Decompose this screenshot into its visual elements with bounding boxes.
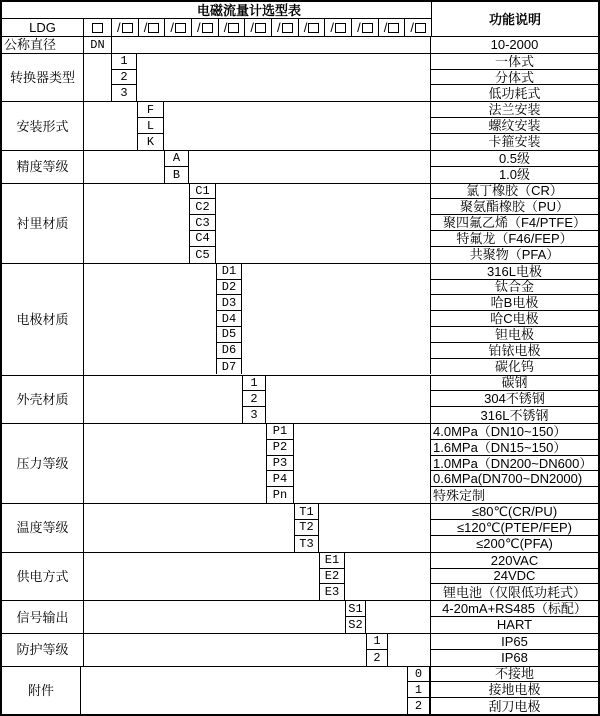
slot-slash: / [357,20,361,35]
option-row [84,617,598,633]
row-left-spacer [84,553,319,569]
option-row [84,553,598,569]
slot-slash: / [197,20,201,35]
option-row [84,504,598,520]
option-desc-cell: 304不锈钢 [430,391,598,407]
option-code-cell: C1 [189,184,216,200]
row-left-spacer [84,118,137,134]
row-left-spacer [81,667,407,683]
slot-slash: / [303,20,308,35]
empty-code-box-icon [362,23,373,33]
empty-code-box-icon [255,23,266,33]
row-left-spacer [84,102,137,118]
row-left-spacer [84,650,366,666]
page-title: 电磁流量计选型表 [196,2,301,18]
option-row [84,199,598,215]
code-slot [244,19,271,36]
option-code-cell: P3 [266,456,294,472]
slot-slash: / [410,20,415,35]
option-row [84,184,598,200]
selection-group-row [2,375,598,424]
option-desc-cell: 铂铱电极 [430,343,598,359]
option-code-cell: D2 [216,280,242,296]
option-desc-cell: 316L电极 [430,264,598,280]
option-desc-cell: 特氟龙（F46/FEP） [430,231,598,247]
option-row [84,634,598,650]
option-row [84,584,598,600]
row-right-spacer [388,650,430,666]
option-row [84,280,598,296]
selection-group-row [2,503,598,552]
option-row [84,343,598,359]
option-code-cell: 1 [366,634,388,650]
option-row [81,682,598,698]
row-left-spacer [84,520,294,536]
code-slot [351,19,378,36]
option-row [84,167,598,183]
slot-slash: / [383,20,388,35]
group-options [84,504,598,552]
option-code-cell: E3 [319,584,345,600]
row-right-spacer [345,584,430,600]
option-row [84,327,598,343]
option-desc-cell: 接地电极 [430,682,598,698]
option-row [84,440,598,456]
option-desc-cell: IP68 [430,650,598,666]
row-right-spacer [319,520,430,536]
option-row [84,311,598,327]
row-left-spacer [84,634,366,650]
option-row [84,134,598,150]
option-code-cell: Pn [266,487,294,503]
group-options [84,601,598,633]
option-code-cell: B [164,167,189,183]
option-code-cell: S2 [345,617,366,633]
row-right-spacer [294,487,430,503]
option-desc-cell: 钽电极 [430,327,598,343]
row-left-spacer [84,504,294,520]
row-right-spacer [294,440,430,456]
option-code-cell: 1 [242,376,266,392]
selection-group-row [2,633,598,666]
row-right-spacer [266,391,430,407]
empty-code-box-icon [388,23,399,33]
empty-code-box-icon [415,23,426,33]
option-desc-cell: 4-20mA+RS485（标配） [430,601,598,617]
row-right-spacer [366,601,430,617]
code-slot [218,19,245,36]
option-code-cell: E1 [319,553,345,569]
option-row [84,536,598,552]
group-label: 信号输出 [2,601,84,633]
row-left-spacer [84,327,216,343]
option-row [81,698,598,714]
option-desc-cell: 特殊定制 [430,487,598,503]
option-desc-cell: 钛合金 [430,280,598,296]
selection-group-row [2,600,598,633]
row-left-spacer [84,184,189,200]
empty-code-box-icon [202,23,213,33]
option-row [84,70,598,86]
row-right-spacer [242,359,430,375]
row-left-spacer [84,601,345,617]
option-desc-cell: ≤80℃(CR/PU) [430,504,598,520]
option-code-cell: 0 [407,667,430,683]
header-left-block [2,2,431,36]
row-right-spacer [242,327,430,343]
option-desc-cell: ≤120℃(PTEP/FEP) [430,520,598,536]
option-code-cell: L [137,118,164,134]
slot-slash: / [170,20,174,35]
selection-group-row [2,36,598,53]
code-slot [111,19,138,36]
option-code-cell: D3 [216,295,242,311]
row-right-spacer [189,151,430,167]
code-slot [191,19,218,36]
row-right-spacer [242,264,430,280]
group-label: 衬里材质 [2,184,84,263]
option-row [84,37,598,53]
option-code-cell: C5 [189,247,216,263]
option-desc-cell: 低功耗式 [430,85,598,101]
option-row [84,520,598,536]
row-right-spacer [242,280,430,296]
option-desc-cell: 共聚物（PFA） [430,247,598,263]
row-left-spacer [84,617,345,633]
slot-slash: / [250,20,254,35]
option-code-cell: P1 [266,424,294,440]
code-slot [138,19,165,36]
option-desc-cell: 1.6MPa（DN15~150） [430,440,598,456]
group-options [84,54,598,102]
option-row [84,601,598,617]
group-options [84,424,598,503]
row-left-spacer [84,215,189,231]
row-right-spacer [266,407,430,423]
slot-slash: / [330,20,335,35]
option-desc-cell: 锂电池（仅限低功耗式） [430,584,598,600]
option-code-cell: A [164,151,189,167]
selection-group-row [2,53,598,102]
option-desc-cell: 螺纹安装 [430,118,598,134]
option-desc-cell: 1.0级 [430,167,598,183]
group-label: 外壳材质 [2,376,84,424]
empty-code-box-icon [335,23,346,33]
slot-slash: / [223,20,228,35]
row-left-spacer [84,295,216,311]
code-slot [378,19,405,36]
group-label: 安装形式 [2,102,84,150]
option-desc-cell: 0.5级 [430,151,598,167]
option-code-cell: E2 [319,569,345,585]
group-label: 精度等级 [2,151,84,183]
option-code-cell: D6 [216,343,242,359]
option-row [84,151,598,167]
slot-slash: / [277,20,281,35]
selection-group-row [2,552,598,601]
option-code-cell: P2 [266,440,294,456]
option-row [84,456,598,472]
option-row [84,407,598,423]
option-desc-cell: 碳钢 [430,376,598,392]
group-label: 附件 [2,667,81,715]
row-right-spacer [216,184,430,200]
option-code-cell: P4 [266,471,294,487]
empty-code-box-icon [282,23,293,33]
model-code-row [2,18,431,36]
option-row [84,376,598,392]
option-row [84,264,598,280]
option-code-cell: 3 [242,407,266,423]
row-right-spacer [388,634,430,650]
row-left-spacer [84,247,189,263]
code-slot [298,19,325,36]
selection-group-row [2,263,598,375]
option-row [84,215,598,231]
option-desc-cell: 316L不锈钢 [430,407,598,423]
option-desc-cell: 哈B电极 [430,295,598,311]
option-code-cell: DN [84,37,112,53]
row-left-spacer [84,536,294,552]
option-row [84,102,598,118]
row-right-spacer [345,553,430,569]
option-row [84,231,598,247]
option-desc-cell: 10-2000 [430,37,598,53]
row-right-spacer [137,54,430,70]
option-row [84,54,598,70]
option-desc-cell: 0.6MPa(DN700~DN2000) [430,471,598,487]
row-left-spacer [84,167,164,183]
selection-group-row [2,183,598,263]
option-desc-cell: 卡箍安装 [430,134,598,150]
row-left-spacer [81,698,407,714]
row-left-spacer [84,440,266,456]
row-left-spacer [84,54,111,70]
option-row [84,359,598,375]
row-right-spacer [266,376,430,392]
row-left-spacer [84,359,216,375]
option-desc-cell: 1.0MPa（DN200~DN600） [430,456,598,472]
group-label: 防护等级 [2,634,84,666]
group-options [84,634,598,666]
group-options [84,151,598,183]
option-code-cell: C3 [189,215,216,231]
row-left-spacer [84,151,164,167]
row-right-spacer [242,343,430,359]
option-desc-cell: 24VDC [430,569,598,585]
option-desc-cell: 一体式 [430,54,598,70]
row-right-spacer [294,424,430,440]
empty-code-box-icon [175,23,186,33]
row-right-spacer [164,118,430,134]
option-code-cell: D4 [216,311,242,327]
option-row [84,569,598,585]
option-desc-cell: 碳化钨 [430,359,598,375]
empty-code-box-icon [92,23,103,33]
row-left-spacer [84,280,216,296]
row-right-spacer [216,215,430,231]
option-desc-cell: 4.0MPa（DN10~150） [430,424,598,440]
row-left-spacer [84,264,216,280]
group-label: 公称直径 [2,37,84,53]
row-left-spacer [84,311,216,327]
row-left-spacer [84,343,216,359]
empty-code-box-icon [122,23,133,33]
option-row [84,391,598,407]
dn-code-slot [83,19,111,36]
table-header [2,2,598,36]
option-code-cell: S1 [345,601,366,617]
selection-group-row [2,666,598,715]
empty-code-box-icon [228,23,239,33]
group-label: 电极材质 [2,264,84,375]
row-right-spacer [189,167,430,183]
option-row [84,424,598,440]
row-left-spacer [84,424,266,440]
row-right-spacer [366,617,430,633]
model-prefix-cell: LDG [29,20,56,35]
option-code-cell: F [137,102,164,118]
selection-group-row [2,101,598,150]
option-desc-cell: 不接地 [430,667,598,683]
option-desc-cell: 法兰安装 [430,102,598,118]
row-right-spacer [164,134,430,150]
group-label: 温度等级 [2,504,84,552]
option-code-cell: D1 [216,264,242,280]
row-right-spacer [242,295,430,311]
option-code-cell: T1 [294,504,319,520]
option-code-cell: T2 [294,520,319,536]
row-left-spacer [84,199,189,215]
option-desc-cell: 哈C电极 [430,311,598,327]
group-label: 转换器类型 [2,54,84,102]
option-code-cell: 2 [242,391,266,407]
group-options [84,264,598,375]
code-slots [111,19,431,36]
row-right-spacer [345,569,430,585]
row-right-spacer [242,311,430,327]
row-right-spacer [216,199,430,215]
option-row [84,650,598,666]
row-right-spacer [137,85,430,101]
row-right-spacer [294,471,430,487]
option-code-cell: 1 [407,682,430,698]
option-desc-cell: ≤200℃(PFA) [430,536,598,552]
row-right-spacer [294,456,430,472]
row-left-spacer [84,134,137,150]
group-options [84,37,598,53]
row-right-spacer [319,536,430,552]
option-code-cell: C2 [189,199,216,215]
option-desc-cell: 分体式 [430,70,598,86]
code-slot [164,19,191,36]
row-left-spacer [84,70,111,86]
row-left-spacer [84,487,266,503]
option-code-cell: 2 [366,650,388,666]
option-code-cell: T3 [294,536,319,552]
table-body [2,36,598,714]
row-left-spacer [81,682,407,698]
row-left-spacer [84,407,242,423]
option-code-cell: 2 [407,698,430,714]
row-left-spacer [84,85,111,101]
option-desc-cell: IP65 [430,634,598,650]
option-code-cell: C4 [189,231,216,247]
row-right-spacer [112,37,430,53]
option-code-cell: 2 [111,70,137,86]
slot-slash: / [117,20,121,35]
option-row [81,667,598,683]
group-options [84,376,598,424]
group-options [81,667,598,715]
option-code-cell: 1 [111,54,137,70]
empty-code-box-icon [148,23,159,33]
group-options [84,184,598,263]
option-code-cell: D5 [216,327,242,343]
option-row [84,247,598,263]
function-column-header: 功能说明 [431,2,598,36]
option-desc-cell: 220VAC [430,553,598,569]
row-right-spacer [137,70,430,86]
option-code-cell: K [137,134,164,150]
option-code-cell: 3 [111,85,137,101]
selection-group-row [2,423,598,503]
option-desc-cell: 聚四氟乙烯（F4/PTFE） [430,215,598,231]
option-row [84,118,598,134]
option-row [84,295,598,311]
slot-slash: / [143,20,148,35]
option-row [84,85,598,101]
empty-code-box-icon [308,23,319,33]
option-desc-cell: 氯丁橡胶（CR） [430,184,598,200]
code-slot [324,19,351,36]
row-left-spacer [84,471,266,487]
option-desc-cell: HART [430,617,598,633]
group-options [84,102,598,150]
group-options [84,553,598,601]
group-label: 压力等级 [2,424,84,503]
row-left-spacer [84,376,242,392]
option-code-cell: D7 [216,359,242,375]
row-right-spacer [164,102,430,118]
row-right-spacer [216,231,430,247]
row-left-spacer [84,391,242,407]
row-left-spacer [84,569,319,585]
option-row [84,471,598,487]
code-slot [271,19,298,36]
row-left-spacer [84,456,266,472]
row-left-spacer [84,231,189,247]
selection-group-row [2,150,598,183]
row-right-spacer [319,504,430,520]
option-desc-cell: 聚氨酯橡胶（PU） [430,199,598,215]
option-row [84,487,598,503]
option-desc-cell: 刮刀电极 [430,698,598,714]
row-left-spacer [84,584,319,600]
row-right-spacer [216,247,430,263]
group-label: 供电方式 [2,553,84,601]
code-slot [404,19,431,36]
